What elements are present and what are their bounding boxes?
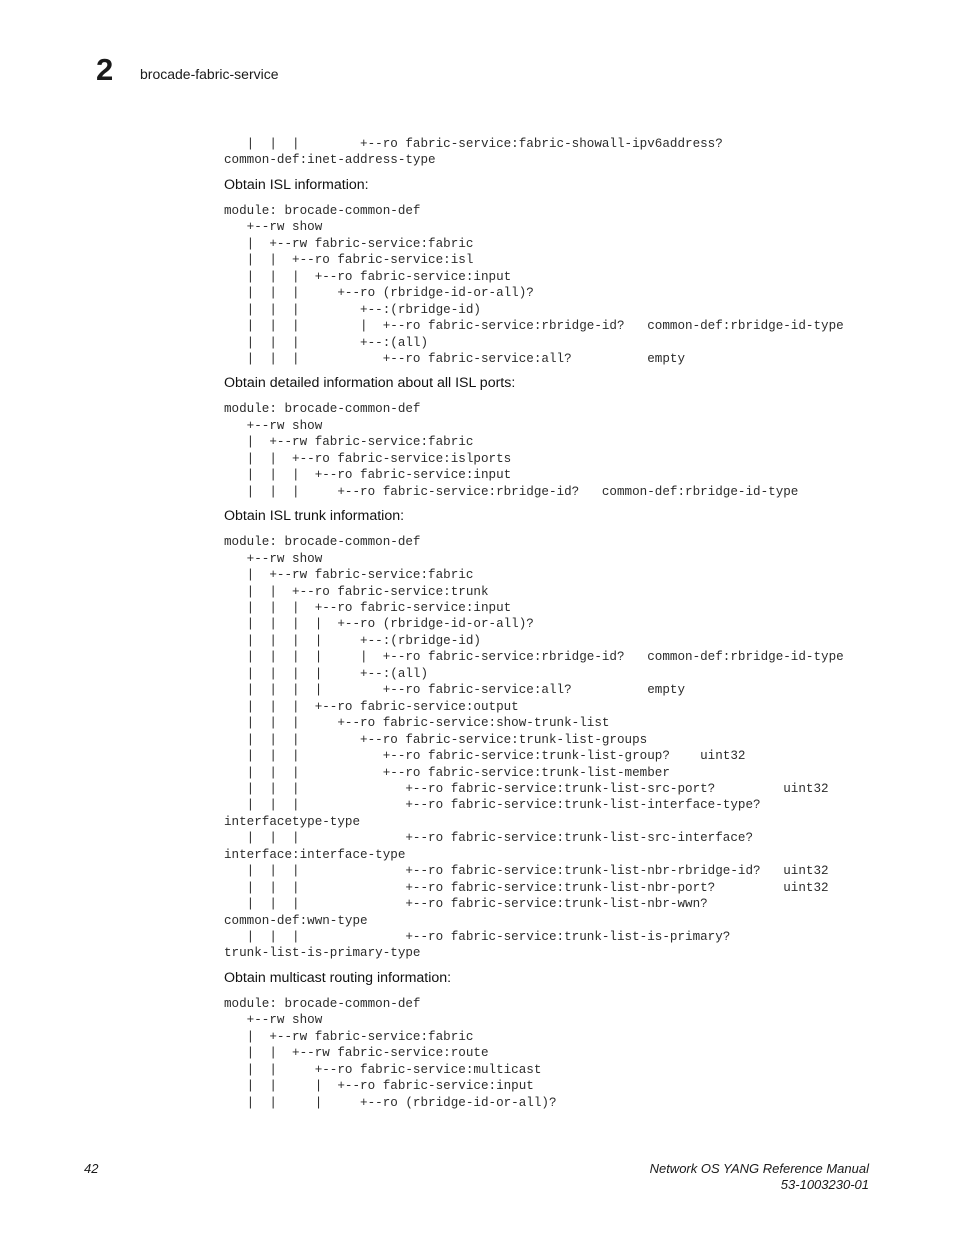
- code-block-trunk: module: brocade-common-def +--rw show | +--rw fabric-service:fabric | | +--ro fabric-service:trunk | | | +--ro fabric-service:input | | | | +--ro (rbridge-id-or-all)? | | | | +--:(rbridge-id) | | | | | +--ro fabric-service:rbridge-id? common-def:rbridge-id-type | | | | +--:(all) | | | | +--ro fabric-service:all? empty | | | +--ro fabric-service:output | | | +--ro fabric-service:show-trunk-list | | | +--ro fabric-service:trunk-list-groups | | | +--ro fabric-service:trunk-list-group? uint32 | | | +--ro fabric-service:trunk-list-member | | | +--ro fabric-service:trunk-list-src-port? uint32 | | | +--ro fabric-service:trunk-list-interface-type? interfacetype-type | | | +--ro fabric-service:trunk-list-src-interface? interface:interface-type | | | +--ro fabric-service:trunk-list-nbr-rbridge-id? uint32 | | | +--ro fabric-service:trunk-list-nbr-port? uint32 | | | +--ro fabric-service:trunk-list-nbr-wwn? common-def:wwn-type | | | +--ro fabric-service:trunk-list-is-primary? trunk-list-is-primary-type: [224, 535, 844, 961]
- manual-title: Network OS YANG Reference Manual: [649, 1161, 869, 1176]
- chapter-number: 2: [96, 52, 114, 87]
- footer-doc-info: [650, 1161, 869, 1193]
- page-content: [224, 136, 924, 1111]
- page-number: 42: [84, 1161, 99, 1176]
- code-block-continuation: | | | +--ro fabric-service:fabric-showall-ipv6address? common-def:inet-address-type: [224, 137, 723, 168]
- section-label-isl: Obtain ISL information:: [224, 176, 369, 193]
- code-block-isl: module: brocade-common-def +--rw show | +--rw fabric-service:fabric | | +--ro fabric-service:isl | | | +--ro fabric-service:input | | | +--ro (rbridge-id-or-all)? | | | +--:(rbridge-id) | | | | +--ro fabric-service:rbridge-id? common-def:rbridge-id-type | | | +--:(all) | | | +--ro fabric-service:all? empty: [224, 203, 844, 366]
- code-block-multicast: module: brocade-common-def +--rw show | +--rw fabric-service:fabric | | +--rw fabric-service:route | | +--ro fabric-service:multicast | | | +--ro fabric-service:input | | | +--ro (rbridge-id-or-all)?: [224, 996, 557, 1110]
- chapter-title: brocade-fabric-service: [140, 66, 279, 82]
- doc-number: 53-1003230-01: [780, 1177, 869, 1192]
- section-label-trunk: Obtain ISL trunk information:: [224, 508, 405, 525]
- code-block-islports: module: brocade-common-def +--rw show | +--rw fabric-service:fabric | | +--ro fabric-service:islports | | | +--ro fabric-service:input | | | +--ro fabric-service:rbridge-id? common-def:rbridge-id-type: [224, 402, 799, 499]
- section-label-islports: Obtain detailed information about all ISL ports:: [224, 375, 516, 392]
- section-label-multicast: Obtain multicast routing information:: [224, 969, 452, 986]
